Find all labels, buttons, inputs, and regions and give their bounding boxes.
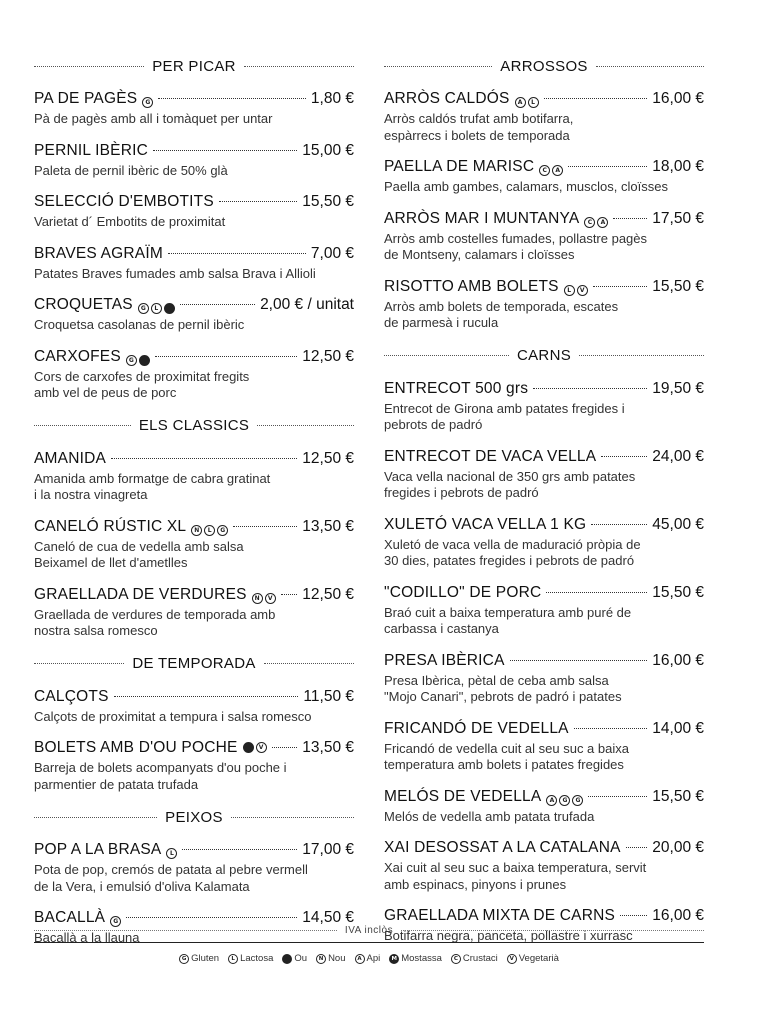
section-title: PER PICAR [152, 57, 236, 75]
menu-item [384, 839, 704, 893]
dish-name: PERNIL IBÈRIC [34, 141, 148, 159]
dish-description: Arròs amb bolets de temporada, escates de parmesà i rucula [384, 298, 619, 330]
dish-name: ARRÒS CALDÓS [384, 90, 510, 107]
dot-leader [620, 915, 647, 916]
crustaci-icon: C [539, 165, 550, 176]
dot-leader [180, 304, 255, 305]
dish-description: Pota de pop, cremós de patata al pebre vermell de la Vera, i emulsió d'oliva Kalamata [34, 862, 308, 894]
menu-item [34, 245, 354, 283]
section-header [384, 346, 704, 366]
dish-name: GRAELLADA MIXTA DE CARNS [384, 907, 616, 924]
dish-description: Patates Braves fumades amb salsa Brava i Allioli [34, 265, 316, 281]
menu-item [34, 739, 354, 793]
lactosa-icon: L [228, 954, 238, 964]
menu-item [384, 652, 704, 706]
legend-entry [228, 953, 273, 964]
lactosa-icon: L [564, 285, 575, 296]
section-title: PEIXOS [165, 808, 223, 826]
dish-description: Pà de pagès amb all i tomàquet per untar [34, 111, 273, 126]
legend-label: Api [366, 953, 381, 964]
menu-item [34, 90, 354, 128]
section-header [34, 56, 354, 76]
menu-item-header [384, 448, 704, 468]
menu-item [384, 448, 704, 502]
section-title: DE TEMPORADA [132, 655, 256, 672]
dish-description: Botifarra negra, panceta, pollastre i xurrasc [384, 928, 633, 943]
legend-label: Vegetarià [518, 953, 559, 964]
dish-description: Fricandó de vedella cuit al seu suc a baixa temperatura amb bolets i patates fregides [384, 740, 629, 772]
dish-description: Croquetsa casolanas de pernil ibèric [34, 317, 245, 332]
dish-price: 14,50 € [302, 909, 354, 926]
allergen-icons [243, 742, 267, 753]
dish-price: 18,00 € [652, 158, 704, 175]
menu-item [384, 90, 704, 144]
menu-item [384, 278, 704, 332]
dot-leader [281, 594, 298, 595]
dotted-divider [34, 66, 144, 67]
nou-icon: N [316, 954, 326, 964]
dish-price: 19,50 € [652, 379, 704, 397]
menu-item-header [34, 450, 354, 470]
dot-leader [272, 747, 298, 748]
menu-item [34, 518, 354, 572]
dish-name: CALÇOTS [34, 687, 109, 705]
dish-description: Barreja de bolets acompanyats d'ou poche i parmentier de patata trufada [34, 760, 287, 792]
api-icon: A [546, 795, 557, 806]
gluten-icon: G [572, 795, 583, 806]
menu-footer [34, 922, 704, 964]
dish-name: BRAVES AGRAÏM [34, 244, 163, 262]
dish-price: 11,50 € [303, 687, 354, 705]
gluten-icon: G [217, 525, 228, 536]
dot-leader [574, 728, 648, 729]
dish-description: Varietat d´ Embotits de proximitat [34, 214, 226, 229]
dot-leader [591, 524, 647, 525]
dish-description: Paleta de pernil ibèric de 50% glà [34, 162, 228, 178]
dish-description: Bacallà a la llauna [34, 930, 140, 945]
dish-description: Melós de vedella amb patata trufada [384, 808, 595, 824]
gluten-icon: G [110, 916, 121, 927]
legend-entry [507, 953, 559, 964]
legend-label: Crustaci [462, 953, 498, 964]
gluten-icon: G [126, 355, 137, 366]
menu-item [384, 210, 704, 264]
menu-item-header [384, 210, 704, 230]
ou-icon [164, 303, 175, 314]
ou-icon [139, 355, 150, 366]
dot-leader [168, 253, 306, 254]
menu-item-header [34, 245, 354, 265]
menu-item [34, 841, 354, 895]
menu-item-header [34, 739, 354, 759]
dish-description: Vaca vella nacional de 350 grs amb patates fregides i pebrots de padró [384, 468, 636, 500]
dish-description: Cors de carxofes de proximitat fregits amb vel de peus de porc [34, 368, 250, 400]
dish-name: ENTRECOT DE VACA VELLA [384, 447, 597, 465]
dot-leader [601, 456, 647, 457]
vegetaria-icon: V [577, 285, 588, 296]
dot-leader [593, 286, 648, 287]
menu-item-header [384, 788, 704, 808]
right-column [384, 56, 704, 959]
dish-price: 17,00 € [302, 841, 354, 858]
menu-item [384, 788, 704, 826]
legend-entry [451, 953, 498, 964]
dot-leader [219, 201, 297, 202]
menu-item [34, 688, 354, 726]
dish-name: MELÓS DE VEDELLA [384, 787, 542, 805]
section-header [384, 56, 704, 76]
dot-leader [153, 150, 297, 151]
dish-name: BOLETS AMB D'OU POCHE [34, 739, 238, 756]
dish-name: AMANIDA [34, 449, 107, 467]
section-header [34, 807, 354, 827]
menu-item [34, 296, 354, 334]
lactosa-icon: L [166, 848, 177, 859]
dish-price: 16,00 € [652, 651, 704, 669]
dish-description: Calçots de proximitat a tempura i salsa romesco [34, 708, 312, 724]
dish-price: 45,00 € [652, 515, 704, 533]
dish-name: ENTRECOT 500 grs [384, 379, 529, 397]
dotted-divider [384, 66, 492, 67]
allergen-icons [515, 97, 539, 108]
legend-label: Ou [294, 953, 308, 964]
menu-item-header [34, 688, 354, 708]
api-icon: A [552, 165, 563, 176]
dish-price: 15,50 € [302, 193, 354, 210]
vegetaria-icon: V [265, 593, 276, 604]
menu-item [34, 450, 354, 504]
crustaci-icon: C [584, 217, 595, 228]
dish-name: XULETÓ VACA VELLA 1 KG [384, 515, 587, 533]
allergen-icons [126, 355, 150, 366]
menu-item-header [384, 278, 704, 298]
dish-description: Paella amb gambes, calamars, musclos, cloïsses [384, 179, 668, 194]
dish-price: 16,00 € [652, 90, 704, 107]
menu-item [34, 348, 354, 402]
api-icon: A [355, 954, 365, 964]
dish-description: Presa Ibèrica, pètal de ceba amb salsa "Mojo Canari", pebrots de padró i patates [384, 672, 622, 704]
section-title: ELS CLASSICS [138, 417, 250, 434]
menu-item-header [384, 839, 704, 859]
dot-leader [626, 847, 648, 848]
dot-leader [533, 388, 647, 389]
menu-item-header [384, 90, 704, 110]
dot-leader [126, 917, 297, 918]
left-column [34, 56, 354, 961]
dot-leader [114, 696, 299, 697]
dotted-divider [596, 66, 704, 67]
menu-item-header [384, 652, 704, 672]
dish-description: Braó cuit a baixa temperatura amb puré de carbassa i castanya [384, 604, 632, 636]
dotted-divider [34, 425, 131, 426]
section-title: CARNS [517, 347, 572, 364]
legend-label: Nou [328, 953, 346, 964]
dish-price: 14,00 € [652, 719, 704, 737]
menu-item [384, 516, 704, 570]
dotted-divider [34, 817, 157, 818]
menu-item [384, 158, 704, 196]
dish-description: Caneló de cua de vedella amb salsa Beixamel de llet d'ametlles [34, 538, 244, 570]
dot-leader [155, 356, 297, 357]
lactosa-icon: L [151, 303, 162, 314]
dish-name: RISOTTO AMB BOLETS [384, 277, 559, 295]
legend-entry [282, 953, 307, 964]
dot-leader [544, 98, 648, 99]
dish-price: 12,50 € [302, 585, 354, 603]
menu-item [384, 380, 704, 434]
dish-description: Arròs amb costelles fumades, pollastre pagès de Montseny, calamars i cloïsses [384, 230, 648, 262]
dish-name: SELECCIÓ D'EMBOTITS [34, 193, 214, 210]
dish-name: CARXOFES [34, 347, 121, 365]
dot-leader [233, 526, 297, 527]
dish-name: CANELÓ RÚSTIC XL [34, 517, 187, 535]
dot-leader [510, 660, 648, 661]
dish-price: 12,50 € [302, 347, 354, 365]
allergen-icons [564, 285, 588, 296]
ou-icon [282, 954, 292, 964]
menu-item-header [34, 518, 354, 538]
dish-price: 1,80 € [310, 90, 354, 107]
menu-item [384, 584, 704, 638]
menu-item-header [34, 90, 354, 110]
menu-item [384, 720, 704, 774]
lactosa-icon: L [204, 525, 215, 536]
allergen-icons [252, 593, 276, 604]
dotted-divider [34, 930, 337, 931]
allergen-icons [166, 848, 177, 859]
dish-price: 15,50 € [652, 277, 704, 295]
menu-item-header [384, 158, 704, 178]
allergen-icons [138, 303, 175, 314]
dot-leader [613, 218, 647, 219]
dotted-divider [264, 663, 354, 664]
api-icon: A [597, 217, 608, 228]
nou-icon: N [191, 525, 202, 536]
lactosa-icon: L [528, 97, 539, 108]
section-header [34, 416, 354, 436]
dish-description: Graellada de verdures de temporada amb nostra salsa romesco [34, 606, 276, 638]
legend-label: Lactosa [240, 953, 274, 964]
dish-name: ARRÒS MAR I MUNTANYA [384, 209, 580, 227]
dish-price: 7,00 € [310, 244, 354, 262]
vegetaria-icon: V [507, 954, 517, 964]
menu-item-header [34, 348, 354, 368]
dish-name: PA DE PAGÈS [34, 90, 138, 107]
dot-leader [158, 98, 306, 99]
dish-price: 17,50 € [652, 209, 704, 227]
allergen-icons [546, 795, 583, 806]
dish-price: 12,50 € [302, 449, 354, 467]
allergen-icons [142, 97, 153, 108]
dish-price: 15,50 € [652, 583, 704, 601]
legend-entry [179, 953, 219, 964]
dish-name: PAELLA DE MARISC [384, 158, 535, 175]
dotted-divider [231, 817, 354, 818]
footer-rule [34, 942, 704, 943]
dish-name: POP A LA BRASA [34, 841, 162, 858]
menu-item-header [34, 841, 354, 861]
dotted-divider [34, 663, 124, 664]
dish-description: Xuletó de vaca vella de maduració pròpia de 30 dies, patates fregides i pebrots de padró [384, 536, 641, 568]
dish-name: GRAELLADA DE VERDURES [34, 585, 247, 603]
gluten-icon: G [179, 954, 189, 964]
gluten-icon: G [138, 303, 149, 314]
section-header [34, 654, 354, 674]
nou-icon: N [252, 593, 263, 604]
ou-icon [243, 742, 254, 753]
menu-item [34, 142, 354, 180]
dish-price: 24,00 € [652, 447, 704, 465]
dotted-divider [579, 355, 704, 356]
dot-leader [546, 592, 647, 593]
dish-price: 2,00 € / unitat [260, 296, 354, 313]
menu-item-header [34, 586, 354, 606]
menu-item [34, 586, 354, 640]
api-icon: A [515, 97, 526, 108]
menu-item-header [384, 720, 704, 740]
dotted-divider [384, 355, 509, 356]
dish-price: 16,00 € [652, 907, 704, 924]
legend-label: Gluten [191, 953, 220, 964]
dish-price: 15,50 € [652, 787, 704, 805]
allergen-legend [34, 953, 704, 964]
dish-price: 20,00 € [652, 839, 704, 856]
vegetaria-icon: V [256, 742, 267, 753]
gluten-icon: G [142, 97, 153, 108]
dish-price: 13,50 € [302, 739, 354, 756]
dot-leader [182, 849, 297, 850]
legend-entry [389, 953, 442, 964]
dish-name: BACALLÀ [34, 909, 106, 926]
menu-item-header [384, 584, 704, 604]
dotted-divider [257, 425, 354, 426]
dish-name: "CODILLO" DE PORC [384, 583, 542, 601]
section-title: ARROSSOS [500, 57, 588, 75]
dish-description: Arròs caldós trufat amb botifarra, espàrrecs i bolets de temporada [384, 111, 574, 143]
allergen-icons [191, 525, 228, 536]
iva-label: IVA inclòs [344, 924, 394, 936]
dotted-divider [401, 930, 704, 931]
dish-price: 13,50 € [302, 517, 354, 535]
gluten-icon: G [559, 795, 570, 806]
legend-entry [355, 953, 381, 964]
menu-item-header [34, 296, 354, 316]
dotted-divider [244, 66, 354, 67]
dish-name: CROQUETAS [34, 296, 133, 313]
legend-label: Mostassa [401, 953, 442, 964]
menu-item-header [384, 516, 704, 536]
dot-leader [111, 458, 297, 459]
allergen-icons [584, 217, 608, 228]
dish-name: FRICANDÓ DE VEDELLA [384, 719, 569, 737]
legend-entry [316, 953, 345, 964]
dot-leader [588, 796, 647, 797]
allergen-icons [539, 165, 563, 176]
dish-description: Entrecot de Girona amb patates fregides i pebrots de padró [384, 400, 625, 432]
menu-item-header [34, 193, 354, 213]
dish-description: Xai cuit al seu suc a baixa temperatura, servit amb espinacs, pinyons i prunes [384, 860, 647, 892]
dish-price: 15,00 € [302, 141, 354, 159]
mostassa-icon: M [389, 954, 399, 964]
menu-item [34, 193, 354, 231]
dish-name: XAI DESOSSAT A LA CATALANA [384, 839, 621, 856]
menu-item-header [384, 380, 704, 400]
dish-description: Amanida amb formatge de cabra gratinat i la nostra vinagreta [34, 470, 271, 502]
iva-note [34, 922, 704, 938]
dish-name: PRESA IBÈRICA [384, 651, 505, 669]
crustaci-icon: C [451, 954, 461, 964]
menu-item-header [34, 142, 354, 162]
dot-leader [568, 166, 647, 167]
